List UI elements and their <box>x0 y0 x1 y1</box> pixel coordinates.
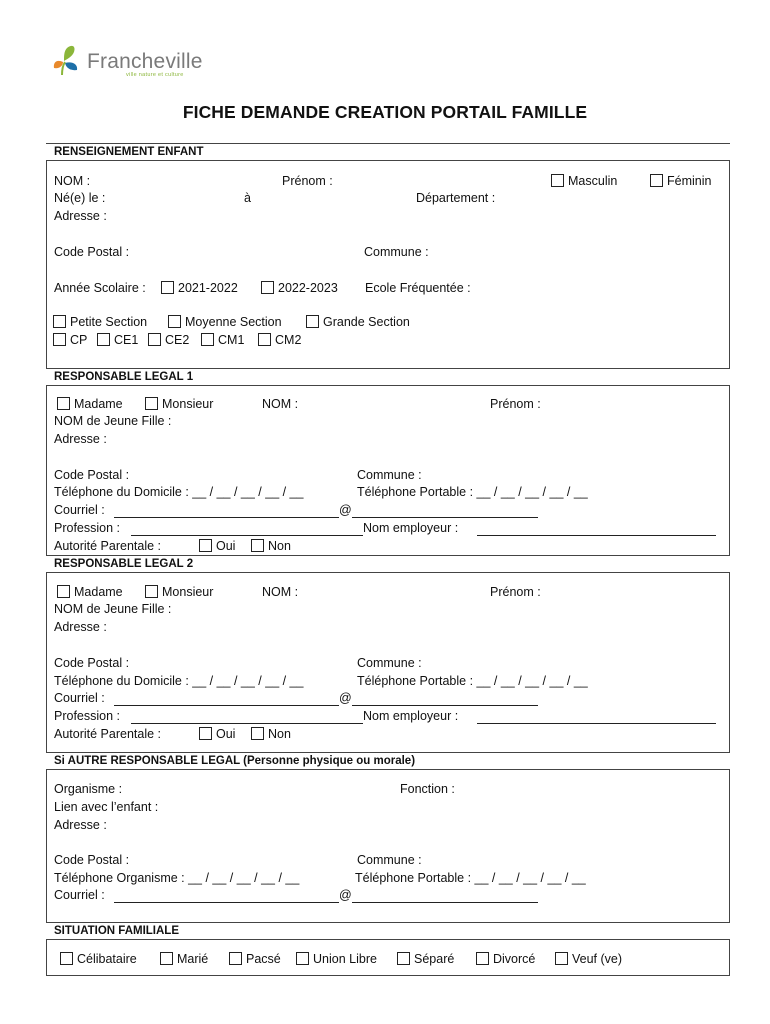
resp2-autorite-oui-option[interactable]: Oui <box>199 726 235 742</box>
section-heading-resp2: RESPONSABLE LEGAL 2 <box>46 555 730 573</box>
feminin-checkbox[interactable] <box>650 174 663 187</box>
resp2-employeur-label: Nom employeur : <box>363 709 459 723</box>
autre-courriel-domain-field[interactable] <box>352 902 538 903</box>
resp1-courriel-domain-field[interactable] <box>352 517 538 518</box>
resp1-madame-checkbox[interactable] <box>57 397 70 410</box>
annee-2021-checkbox[interactable] <box>161 281 174 294</box>
cm1-option[interactable]: CM1 <box>201 332 244 348</box>
cm2-checkbox[interactable] <box>258 333 271 346</box>
resp2-at-sign: @ <box>339 691 352 705</box>
moyenne-section-checkbox[interactable] <box>168 315 181 328</box>
moyenne-section-option[interactable]: Moyenne Section <box>168 314 282 330</box>
enfant-nom-label: NOM : <box>54 174 91 188</box>
annee-2022-option[interactable]: 2022-2023 <box>261 280 338 296</box>
resp2-autorite-non-option[interactable]: Non <box>251 726 291 742</box>
pacse-checkbox[interactable] <box>229 952 242 965</box>
annee-2021-option[interactable]: 2021-2022 <box>161 280 238 296</box>
autre-lien-label: Lien avec l’enfant : <box>54 800 159 814</box>
cm1-checkbox[interactable] <box>201 333 214 346</box>
resp2-courriel-domain-field[interactable] <box>352 705 538 706</box>
logo-tagline: ville nature et culture <box>126 72 184 78</box>
resp2-jeune-fille-label: NOM de Jeune Fille : <box>54 602 172 616</box>
pacse-option[interactable]: Pacsé <box>229 951 281 967</box>
resp1-non-checkbox[interactable] <box>251 539 264 552</box>
resp2-madame-checkbox[interactable] <box>57 585 70 598</box>
resp1-adresse-label: Adresse : <box>54 432 107 446</box>
separe-checkbox[interactable] <box>397 952 410 965</box>
divorce-checkbox[interactable] <box>476 952 489 965</box>
petite-section-option[interactable]: Petite Section <box>53 314 147 330</box>
enfant-commune-label: Commune : <box>364 245 429 259</box>
ce1-option[interactable]: CE1 <box>97 332 138 348</box>
resp2-prenom-label: Prénom : <box>490 585 541 599</box>
autre-fonction-label: Fonction : <box>400 782 455 796</box>
resp2-profession-label: Profession : <box>54 709 121 723</box>
resp1-profession-label: Profession : <box>54 521 121 535</box>
autre-organisme-label: Organisme : <box>54 782 123 796</box>
page-title: FICHE DEMANDE CREATION PORTAIL FAMILLE <box>182 102 588 122</box>
autre-code-postal-label: Code Postal : <box>54 853 130 867</box>
cp-checkbox[interactable] <box>53 333 66 346</box>
resp1-prenom-label: Prénom : <box>490 397 541 411</box>
resp1-tel-domicile-label: Téléphone du Domicile : __ / __ / __ / __ / __ <box>54 485 304 499</box>
section-heading-autre: Si AUTRE RESPONSABLE LEGAL (Personne physique ou morale) <box>46 752 730 770</box>
separe-option[interactable]: Séparé <box>397 951 454 967</box>
autre-adresse-label: Adresse : <box>54 818 107 832</box>
veuf-checkbox[interactable] <box>555 952 568 965</box>
enfant-lieu-label: à <box>244 191 251 205</box>
resp1-code-postal-label: Code Postal : <box>54 468 130 482</box>
enfant-prenom-label: Prénom : <box>282 174 333 188</box>
resp2-code-postal-label: Code Postal : <box>54 656 130 670</box>
enfant-departement-label: Département : <box>416 191 496 205</box>
ecole-label: Ecole Fréquentée : <box>365 281 471 295</box>
masculin-option[interactable]: Masculin <box>551 173 617 189</box>
resp1-nom-label: NOM : <box>262 397 299 411</box>
resp1-courriel-label: Courriel : <box>54 503 105 517</box>
section-heading-situation: SITUATION FAMILIALE <box>46 922 730 940</box>
resp1-at-sign: @ <box>339 503 352 517</box>
resp1-autorite-oui-option[interactable]: Oui <box>199 538 235 554</box>
enfant-naissance-label: Né(e) le : <box>54 191 106 205</box>
autre-commune-label: Commune : <box>357 853 422 867</box>
grande-section-option[interactable]: Grande Section <box>306 314 410 330</box>
marie-option[interactable]: Marié <box>160 951 208 967</box>
union-libre-option[interactable]: Union Libre <box>296 951 377 967</box>
resp2-profession-field[interactable] <box>131 723 363 724</box>
union-libre-checkbox[interactable] <box>296 952 309 965</box>
autre-tel-organisme-label: Téléphone Organisme : __ / __ / __ / __ / __ <box>54 871 300 885</box>
petite-section-checkbox[interactable] <box>53 315 66 328</box>
masculin-checkbox[interactable] <box>551 174 564 187</box>
grande-section-checkbox[interactable] <box>306 315 319 328</box>
celibataire-checkbox[interactable] <box>60 952 73 965</box>
autre-at-sign: @ <box>339 888 352 902</box>
ce2-checkbox[interactable] <box>148 333 161 346</box>
resp1-autorite-non-option[interactable]: Non <box>251 538 291 554</box>
resp2-monsieur-option[interactable]: Monsieur <box>145 584 213 600</box>
logo-name: Francheville <box>87 50 203 73</box>
resp2-tel-portable-label: Téléphone Portable : __ / __ / __ / __ / __ <box>357 674 588 688</box>
resp1-monsieur-option[interactable]: Monsieur <box>145 396 213 412</box>
resp1-profession-field[interactable] <box>131 535 363 536</box>
celibataire-option[interactable]: Célibataire <box>60 951 137 967</box>
section-heading-resp1: RESPONSABLE LEGAL 1 <box>46 368 730 386</box>
resp1-tel-portable-label: Téléphone Portable : __ / __ / __ / __ / __ <box>357 485 588 499</box>
resp2-nom-label: NOM : <box>262 585 299 599</box>
resp2-non-checkbox[interactable] <box>251 727 264 740</box>
annee-2022-checkbox[interactable] <box>261 281 274 294</box>
resp1-monsieur-checkbox[interactable] <box>145 397 158 410</box>
ce1-checkbox[interactable] <box>97 333 110 346</box>
resp2-autorite-label: Autorité Parentale : <box>54 727 162 741</box>
resp1-commune-label: Commune : <box>357 468 422 482</box>
resp2-commune-label: Commune : <box>357 656 422 670</box>
resp2-madame-option[interactable]: Madame <box>57 584 123 600</box>
resp2-employeur-field[interactable] <box>477 723 716 724</box>
marie-checkbox[interactable] <box>160 952 173 965</box>
feminin-option[interactable]: Féminin <box>650 173 711 189</box>
enfant-code-postal-label: Code Postal : <box>54 245 130 259</box>
resp1-madame-option[interactable]: Madame <box>57 396 123 412</box>
autre-tel-portable-label: Téléphone Portable : __ / __ / __ / __ / __ <box>355 871 586 885</box>
cm2-option[interactable]: CM2 <box>258 332 301 348</box>
resp2-monsieur-checkbox[interactable] <box>145 585 158 598</box>
resp2-courriel-field[interactable] <box>114 705 339 706</box>
annee-scolaire-label: Année Scolaire : <box>54 281 146 295</box>
autre-courriel-label: Courriel : <box>54 888 105 902</box>
cp-option[interactable]: CP <box>53 332 87 348</box>
resp1-courriel-field[interactable] <box>114 517 339 518</box>
veuf-option[interactable]: Veuf (ve) <box>555 951 622 967</box>
resp1-jeune-fille-label: NOM de Jeune Fille : <box>54 414 172 428</box>
resp1-autorite-label: Autorité Parentale : <box>54 539 162 553</box>
resp2-adresse-label: Adresse : <box>54 620 107 634</box>
resp2-tel-domicile-label: Téléphone du Domicile : __ / __ / __ / __ / __ <box>54 674 304 688</box>
resp1-employeur-field[interactable] <box>477 535 716 536</box>
resp1-oui-checkbox[interactable] <box>199 539 212 552</box>
resp2-oui-checkbox[interactable] <box>199 727 212 740</box>
section-heading-enfant: RENSEIGNEMENT ENFANT <box>46 143 730 161</box>
autre-courriel-field[interactable] <box>114 902 339 903</box>
resp1-employeur-label: Nom employeur : <box>363 521 459 535</box>
resp2-courriel-label: Courriel : <box>54 691 105 705</box>
enfant-adresse-label: Adresse : <box>54 209 107 223</box>
ce2-option[interactable]: CE2 <box>148 332 189 348</box>
francheville-logo <box>50 42 210 82</box>
divorce-option[interactable]: Divorcé <box>476 951 535 967</box>
leaf-logo-icon <box>50 42 86 80</box>
